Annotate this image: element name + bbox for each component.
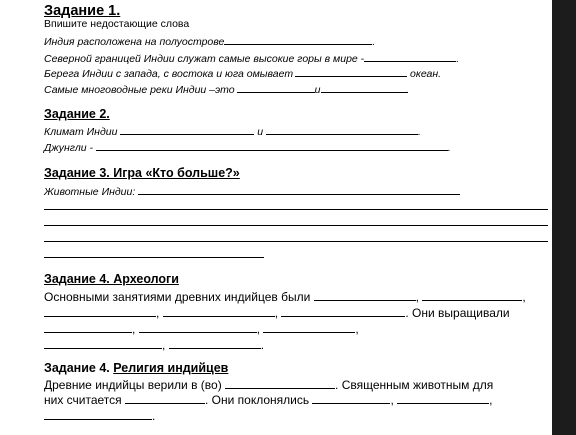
punctuation: , <box>355 322 359 336</box>
answer-blank[interactable] <box>44 338 162 349</box>
punctuation: . <box>406 84 410 96</box>
task4a-title: Задание 4. Археологи <box>44 272 179 286</box>
task4a-line1-text: Основными занятиями древних индийцев были <box>44 290 311 304</box>
punctuation: , <box>162 338 166 352</box>
task4b-line1-end: . Священным животным для <box>335 378 494 392</box>
answer-rule[interactable] <box>44 225 548 226</box>
task4b-line2 <box>44 393 493 406</box>
punctuation: . <box>447 142 451 154</box>
answer-blank[interactable] <box>44 306 156 317</box>
punctuation: . <box>260 338 265 352</box>
task4a-line3 <box>44 322 359 335</box>
answer-blank[interactable] <box>281 306 405 317</box>
answer-blank[interactable] <box>364 51 456 62</box>
answer-blank[interactable] <box>263 322 355 333</box>
task4b-line2-text: них считается <box>44 393 122 407</box>
task4a-grow-text: . Они выращивали <box>405 306 510 320</box>
answer-blank[interactable] <box>44 409 152 420</box>
task3-line1 <box>44 184 460 198</box>
punctuation: . <box>456 53 460 65</box>
task1-line4 <box>44 82 409 96</box>
task1-title: Задание 1. <box>44 3 121 19</box>
task1-line4-and: и <box>314 84 321 96</box>
punctuation: . <box>372 36 376 48</box>
task2-line1 <box>44 124 421 138</box>
answer-blank[interactable] <box>169 338 261 349</box>
answer-rule[interactable] <box>44 209 548 210</box>
answer-blank[interactable] <box>225 378 335 389</box>
answer-blank[interactable] <box>163 306 275 317</box>
task4a-line4 <box>44 338 264 351</box>
task3-line1-text: Животные Индии: <box>44 186 136 198</box>
task4a-line2 <box>44 306 510 319</box>
punctuation: , <box>156 306 160 320</box>
task1-line3-end: океан. <box>410 68 442 80</box>
punctuation: . <box>152 409 156 423</box>
task1-line4-text: Самые многоводные реки Индии –это <box>44 84 235 96</box>
task1-line2 <box>44 51 459 65</box>
task2-title: Задание 2. <box>44 107 110 121</box>
answer-rule[interactable] <box>44 257 264 258</box>
task2-line2-text: Джунгли - <box>44 142 93 154</box>
answer-blank[interactable] <box>295 66 407 77</box>
task1-line3-text: Берега Индии с запада, с востока и юга омывает <box>44 68 294 80</box>
answer-blank[interactable] <box>266 124 418 135</box>
task1-line1-text: Индия расположена на полуострове <box>44 36 225 48</box>
task4b-title-word: Религия индийцев <box>113 361 229 375</box>
answer-blank[interactable] <box>120 124 254 135</box>
task4b-line3 <box>44 409 155 422</box>
answer-blank[interactable] <box>139 322 257 333</box>
answer-blank[interactable] <box>314 290 416 301</box>
answer-blank[interactable] <box>125 393 205 404</box>
punctuation: , <box>132 322 136 336</box>
task4b-line1 <box>44 378 493 391</box>
task4b-title-prefix: Задание 4. <box>44 361 110 375</box>
task4b-title <box>44 362 228 375</box>
task1-instruction: Впишите недостающие слова <box>44 18 190 30</box>
task1-line1 <box>44 34 375 48</box>
punctuation: , <box>256 322 261 336</box>
task1-line3 <box>44 66 441 80</box>
punctuation: , <box>415 290 419 304</box>
answer-blank[interactable] <box>422 290 522 301</box>
task2-line1-and: и <box>257 126 264 138</box>
punctuation: , <box>489 393 493 407</box>
task2-line1-text: Климат Индии <box>44 126 118 138</box>
task4a-line1 <box>44 290 526 303</box>
answer-blank[interactable] <box>312 393 390 404</box>
punctuation: , <box>522 290 526 304</box>
answer-blank[interactable] <box>44 322 132 333</box>
answer-blank[interactable] <box>237 82 315 93</box>
answer-blank[interactable] <box>96 140 448 151</box>
task4b-line2-mid: . Они поклонялись <box>205 393 310 407</box>
page-edge-border <box>552 0 576 435</box>
answer-blank[interactable] <box>138 184 460 195</box>
answer-blank[interactable] <box>321 82 407 93</box>
task3-title: Задание 3. Игра «Кто больше?» <box>44 166 240 180</box>
punctuation: , <box>390 393 394 407</box>
task4b-line1-text: Древние индийцы верили в (во) <box>44 378 222 392</box>
punctuation: , <box>274 306 279 320</box>
task2-line2 <box>44 140 451 154</box>
task1-line2-text: Северной границей Индии служат самые высокие горы в мире - <box>44 53 365 65</box>
answer-blank[interactable] <box>224 34 372 45</box>
answer-blank[interactable] <box>397 393 489 404</box>
answer-rule[interactable] <box>44 241 548 242</box>
punctuation: . <box>418 126 421 138</box>
